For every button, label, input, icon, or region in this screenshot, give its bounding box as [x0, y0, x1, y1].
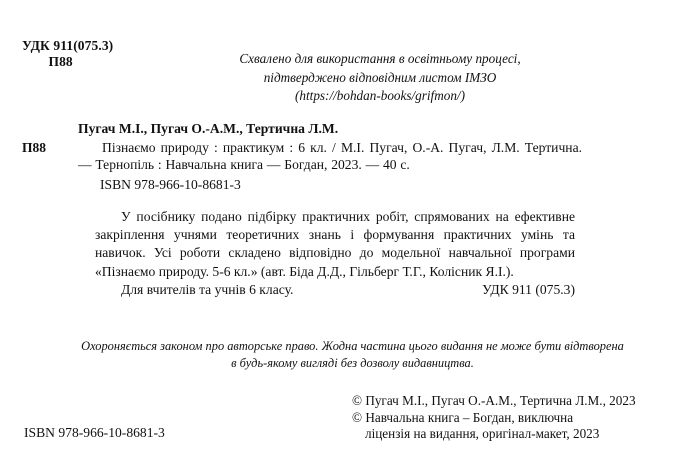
bibliographic-record	[22, 120, 582, 193]
legal-line-2: в будь-якому вигляді без дозволу видавництва.	[231, 356, 474, 370]
annotation-paragraph-2: Для вчителів та учнів 6 класу.	[121, 281, 294, 297]
annotation-paragraph-1: У посібнику подано підбірку практичних робіт, спрямованих на ефективне закріплення учнями теоретичних знань і формування практичних умінь та навичок. Усі роботи складено відповідно до модельної навчальної програми «Пізнаємо природу. 5-6 кл.» (авт. Біда Д.Д., Гільберг Т.Г., Колісник Я.І.).	[95, 209, 575, 279]
annotation-udc-code: УДК 911 (075.3)	[482, 281, 575, 297]
biblio-body	[22, 139, 582, 194]
copyright-authors: © Пугач М.І., Пугач О.-А.М., Тертична Л.М., 2023	[352, 393, 636, 408]
author-sign-index: П88	[48, 54, 73, 69]
biblio-index: П88	[22, 139, 47, 155]
copyright-block	[352, 393, 636, 443]
legal-notice	[60, 338, 645, 372]
biblio-isbn: ISBN 978-966-10-8681-3	[100, 176, 241, 192]
approval-statement	[180, 50, 580, 106]
copyright-publisher: © Навчальна книга – Богдан, виключна	[352, 409, 574, 425]
annotation-last-row	[95, 281, 575, 299]
annotation-block	[95, 208, 575, 299]
legal-line-1: Охороняється законом про авторське право. Жодна частина цього видання не може бути відтворена	[81, 339, 624, 353]
biblio-description: Пізнаємо природу : практикум : 6 кл. / М.І. Пугач, О.-А. Пугач, Л.М. Тертична. — Тернопіль : Навчальна книга — Богдан, 2023. — 40 с.	[78, 139, 582, 172]
udc-classification-block	[22, 38, 113, 70]
isbn-bottom: ISBN 978-966-10-8681-3	[24, 425, 165, 440]
approval-line-1: Схвалено для використання в освітньому процесі,	[239, 51, 521, 66]
approval-line-2: підтверджено відповідним листом ІМЗО	[263, 69, 497, 85]
copyright-publisher-continued: ліцензія на видання, оригінал-макет, 2023	[365, 426, 600, 441]
udc-code: УДК 911(075.3)	[22, 38, 114, 53]
approval-link: (https://bohdan-books/grifmon/)	[295, 88, 465, 103]
biblio-authors: Пугач М.І., Пугач О.-А.М., Тертична Л.М.	[78, 121, 339, 136]
